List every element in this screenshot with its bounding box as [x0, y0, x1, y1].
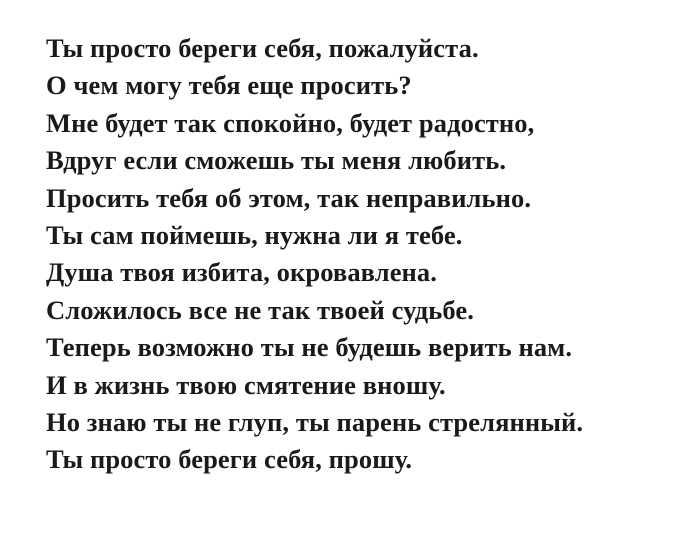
poem-text-block: [0, 30, 700, 479]
poem-line: Ты просто береги себя, пожалуйста.: [46, 33, 479, 63]
poem-line: Сложилось все не так твоей судьбе.: [46, 294, 474, 325]
poem-line: Душа твоя избита, окровавлена.: [46, 257, 438, 288]
poem-line: И в жизнь твою смятение вношу.: [46, 369, 446, 400]
poem-line: Ты сам поймешь, нужна ли я тебе.: [46, 220, 463, 251]
poem-line: Теперь возможно ты не будешь верить нам.: [46, 332, 573, 363]
poem-line: Но знаю ты не глуп, ты парень стрелянный.: [46, 407, 584, 438]
poem-line: Мне будет так спокойно, будет радостно,: [46, 107, 535, 138]
poem-line: Просить тебя об этом, так неправильно.: [46, 182, 532, 213]
poem-line: Вдруг если сможешь ты меня любить.: [46, 145, 507, 176]
poem-line: О чем могу тебя еще просить?: [46, 70, 412, 101]
poem-line: Ты просто береги себя, прошу.: [46, 444, 413, 475]
